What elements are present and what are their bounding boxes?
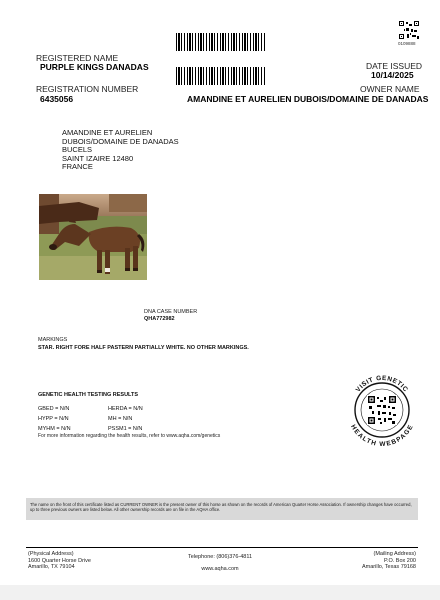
telephone: Telephone: (806)376-4811 — [187, 554, 253, 560]
genetic-result: PSSM1 = N/N — [108, 426, 143, 432]
markings-label: MARKINGS — [38, 337, 68, 343]
barcode-top — [176, 33, 266, 51]
date-issued-label: DATE ISSUED — [366, 61, 423, 71]
registered-name-value: PURPLE KINGS DANADAS — [40, 62, 149, 72]
mailing-address — [330, 551, 416, 571]
mailing-address-line: P.O. Box 200 — [383, 557, 416, 564]
physical-address — [28, 551, 91, 571]
address-line: BUCELS — [62, 145, 93, 154]
physical-address-line: 1600 Quarter Horse Drive — [28, 557, 91, 564]
date-issued-value: 10/14/2025 — [371, 70, 414, 80]
dna-case-value: QHA772982 — [144, 316, 175, 322]
dna-case-label: DNA CASE NUMBER — [144, 309, 198, 315]
mailing-address-line: Amarillo, Texas 79168 — [361, 564, 416, 570]
ownership-note-band — [26, 498, 418, 520]
horse-photo — [39, 194, 147, 280]
website-link[interactable]: www.aqha.com — [201, 566, 239, 572]
ownership-note: The name on the front of this certificate listed as CURRENT OWNER is the present owner of this horse as shown on the records of American Quarter Horse Association. If ownership changes have occurred, up to three previous owners are listed below. All other ownership records are on file in the AQHA office. — [30, 502, 412, 513]
markings-value: STAR. RIGHT FORE HALF PASTERN PARTIALLY WHITE. NO OTHER MARKINGS. — [38, 345, 249, 351]
genetic-row — [38, 405, 288, 413]
contact-info — [170, 551, 270, 575]
registration-number-value: 6435056 — [40, 94, 74, 104]
owner-name-label: OWNER NAME — [360, 84, 420, 94]
genetic-result: HERDA = N/N — [108, 406, 143, 412]
physical-address-label: (Physical Address) — [28, 551, 74, 557]
seal-bottom-text: HEALTH WEBPAGE — [349, 423, 415, 449]
address-line: AMANDINE ET AURELIEN — [62, 128, 153, 137]
address-line: FRANCE — [62, 162, 93, 171]
physical-address-line: Amarillo, TX 79104 — [28, 564, 75, 570]
seal-top-text: VISIT GENETIC — [354, 374, 410, 394]
address-line: SAINT IZAIRE 12480 — [62, 153, 134, 163]
registration-number-label: REGISTRATION NUMBER — [36, 84, 139, 94]
barcode-middle — [176, 67, 266, 85]
genetic-row — [38, 415, 288, 423]
mailing-address-label: (Mailing Address) — [373, 551, 416, 557]
genetic-result: HYPP = N/N — [38, 416, 69, 422]
genetic-results — [38, 405, 288, 433]
footer-divider — [26, 547, 418, 548]
genetic-note: For more information regarding the health results, refer to www.aqha.com/genetics — [38, 433, 221, 439]
qr-code-caption: 0109888 — [398, 41, 416, 46]
genetic-row — [38, 425, 288, 433]
genetic-result: MYHM = N/N — [38, 426, 71, 432]
genetic-result: GBED = N/N — [38, 406, 70, 412]
address-line: DUBOIS/DOMAINE DE DANADAS — [62, 136, 179, 146]
small-qr-code — [398, 20, 420, 40]
genetic-health-title: GENETIC HEALTH TESTING RESULTS — [38, 392, 139, 398]
genetic-health-qr-seal[interactable] — [344, 362, 420, 454]
owner-name-value: AMANDINE ET AURELIEN DUBOIS/DOMAINE DE DANADAS — [187, 94, 429, 104]
page-bottom-edge — [0, 585, 440, 600]
owner-address — [62, 129, 179, 172]
genetic-result: MH = N/N — [108, 416, 133, 422]
registered-name-label: REGISTERED NAME — [36, 53, 119, 63]
